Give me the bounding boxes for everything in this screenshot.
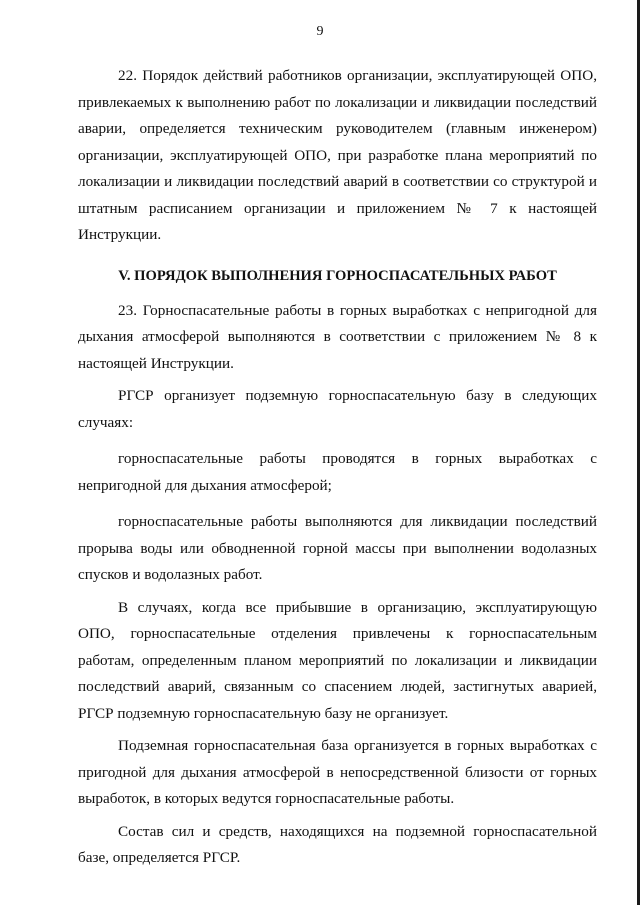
- paragraph-no-base: В случаях, когда все прибывшие в организацию, эксплуатирующую ОПО, горноспасательные отделения привлечены к горноспасательным работам, определенным планом мероприятий по локализации и ликвидации последствий аварий, связанным со спасением людей, застигнутых аварией, РГСР подземную горноспасательную базу не организует.: [78, 598, 597, 722]
- paragraph-base-location: Подземная горноспасательная база организуется в горных выработках с пригодной для дыхания атмосферой в непосредственной близости от горных выработок, в которых ведутся горноспасательные работы.: [78, 737, 597, 807]
- page-number: 9: [316, 24, 324, 39]
- paragraph-22: 22. Порядок действий работников организации, эксплуатирующей ОПО, привлекаемых к выполнению работ по локализации и ликвидации последствий аварии, определяется техническим руководителем (главным инженером) организации, эксплуатирующей ОПО, при разработке плана мероприятий по локализации и ликвидации последствий аварий в соответствии со структурой и штатным расписанием организации и приложением № 7 к настоящей Инструкции.: [78, 67, 597, 243]
- page-content: [78, 63, 597, 872]
- paragraph-case-water: горноспасательные работы выполняются для ликвидации последствий прорыва воды или обводненной горной массы при выполнении водолазных спусков и водолазных работ.: [78, 513, 597, 583]
- paragraph-rgsr-cases: РГСР организует подземную горноспасательную базу в следующих случаях:: [78, 387, 597, 431]
- paragraph-composition: Состав сил и средств, находящихся на подземной горноспасательной базе, определяется РГСР.: [78, 822, 597, 866]
- section-heading: V. ПОРЯДОК ВЫПОЛНЕНИЯ ГОРНОСПАСАТЕЛЬНЫХ РАБОТ: [118, 267, 557, 284]
- paragraph-23: 23. Горноспасательные работы в горных выработках с непригодной для дыхания атмосферой выполняются в соответствии с приложением № 8 к настоящей Инструкции.: [78, 301, 597, 372]
- paragraph-case-atmosphere: горноспасательные работы проводятся в горных выработках с непригодной для дыхания атмосферой;: [78, 450, 597, 494]
